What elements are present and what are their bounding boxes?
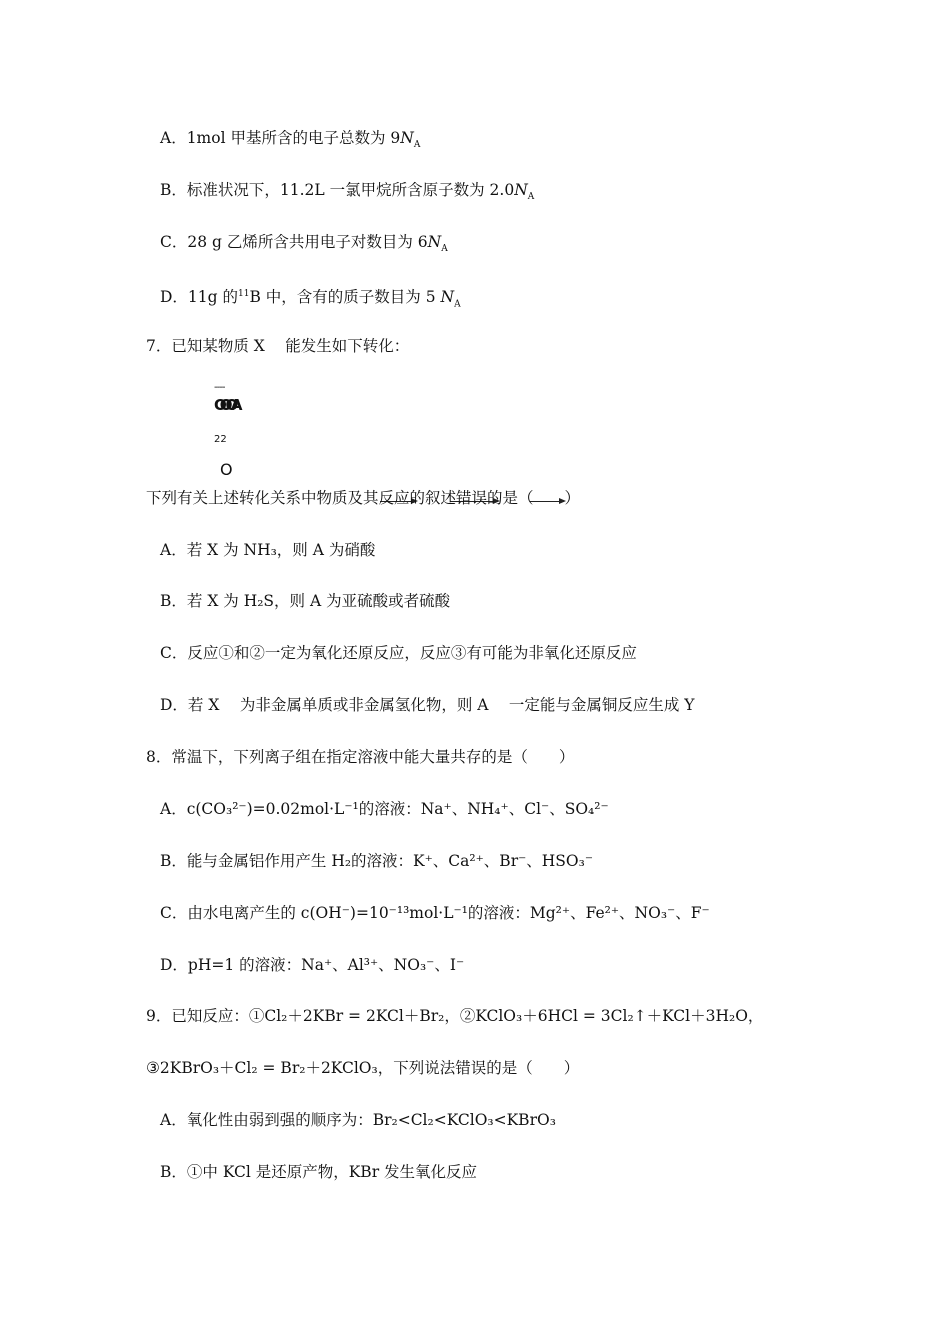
q6-option-d-pre: D．11g 的	[160, 288, 238, 307]
q9-option-b: B．①中 KCl 是还原产物，KBr 发生氧化反应	[160, 1163, 478, 1181]
q6-option-d	[160, 284, 461, 314]
q7-option-c: C．反应①和②一定为氧化还原反应，反应③有可能为非氧化还原反应	[160, 644, 637, 662]
q6-option-d-post: B 中，含有的质子数目为 5	[249, 288, 441, 307]
q7-option-b: B．若 X 为 H₂S，则 A 为亚硫酸或者硫酸	[160, 592, 451, 610]
q6-option-b	[160, 180, 534, 207]
q7-option-a: A．若 X 为 NH₃，则 A 为硝酸	[160, 541, 376, 559]
na-symbol: N	[427, 233, 442, 251]
q8-option-d: D．pH=1 的溶液：Na⁺、Al³⁺、NO₃⁻、I⁻	[160, 956, 465, 974]
na-symbol: N	[440, 288, 455, 307]
diagram-garbled-label: OOOA	[214, 396, 236, 414]
na-symbol: N	[400, 129, 414, 147]
na-subscript: A	[454, 299, 461, 310]
q8-option-c: C．由水电离产生的 c(OH⁻)=10⁻¹³mol·L⁻¹的溶液：Mg²⁺、Fe²⁺、NO₃⁻、F⁻	[160, 904, 710, 922]
q9-stem-line1: 9．已知反应：①Cl₂＋2KBr = 2KCl＋Br₂，②KClO₃＋6HCl = 3Cl₂↑＋KCl＋3H₂O，	[146, 1007, 764, 1025]
q8-option-b: B．能与金属铝作用产生 H₂的溶液：K⁺、Ca²⁺、Br⁻、HSO₃⁻	[160, 852, 594, 870]
q9-option-a: A．氧化性由弱到强的顺序为：Br₂<Cl₂<KClO₃<KBrO₃	[160, 1111, 556, 1129]
q9-stem-line2: ③2KBrO₃＋Cl₂ = Br₂＋2KClO₃，下列说法错误的是（ ）	[146, 1059, 580, 1077]
diagram-dashes: ----	[214, 382, 225, 393]
na-subscript: A	[413, 140, 421, 151]
na-symbol: N	[514, 181, 528, 199]
q6-option-c-text: C．28 g 乙烯所含共用电子对数目为 6	[160, 233, 428, 251]
mass-number: 11	[238, 289, 250, 299]
q7-option-d: D．若 X 为非金属单质或非金属氢化物，则 A 一定能与金属铜反应生成 Y	[160, 696, 695, 714]
q7-question: 下列有关上述转化关系中物质及其反应的叙述错误的是（ ）	[146, 489, 581, 507]
diagram-oxygen: O	[220, 460, 233, 479]
q6-option-c	[160, 232, 448, 259]
na-subscript: A	[527, 192, 535, 203]
q6-option-a	[160, 128, 420, 155]
q8-option-a: A．c(CO₃²⁻)=0.02mol·L⁻¹的溶液：Na⁺、NH₄⁺、Cl⁻、SO₄²⁻	[160, 800, 609, 818]
q7-stem: 7．已知某物质 X 能发生如下转化：	[146, 337, 410, 355]
q6-option-b-text: B．标准状况下，11.2L 一氯甲烷所含原子数为 2.0	[160, 181, 515, 199]
q6-option-a-text: A．1mol 甲基所含的电子总数为 9	[160, 129, 401, 147]
q8-stem: 8．常温下，下列离子组在指定溶液中能大量共存的是（ ）	[146, 748, 575, 766]
na-subscript: A	[441, 244, 448, 255]
diagram-numbers: 22	[214, 434, 227, 445]
